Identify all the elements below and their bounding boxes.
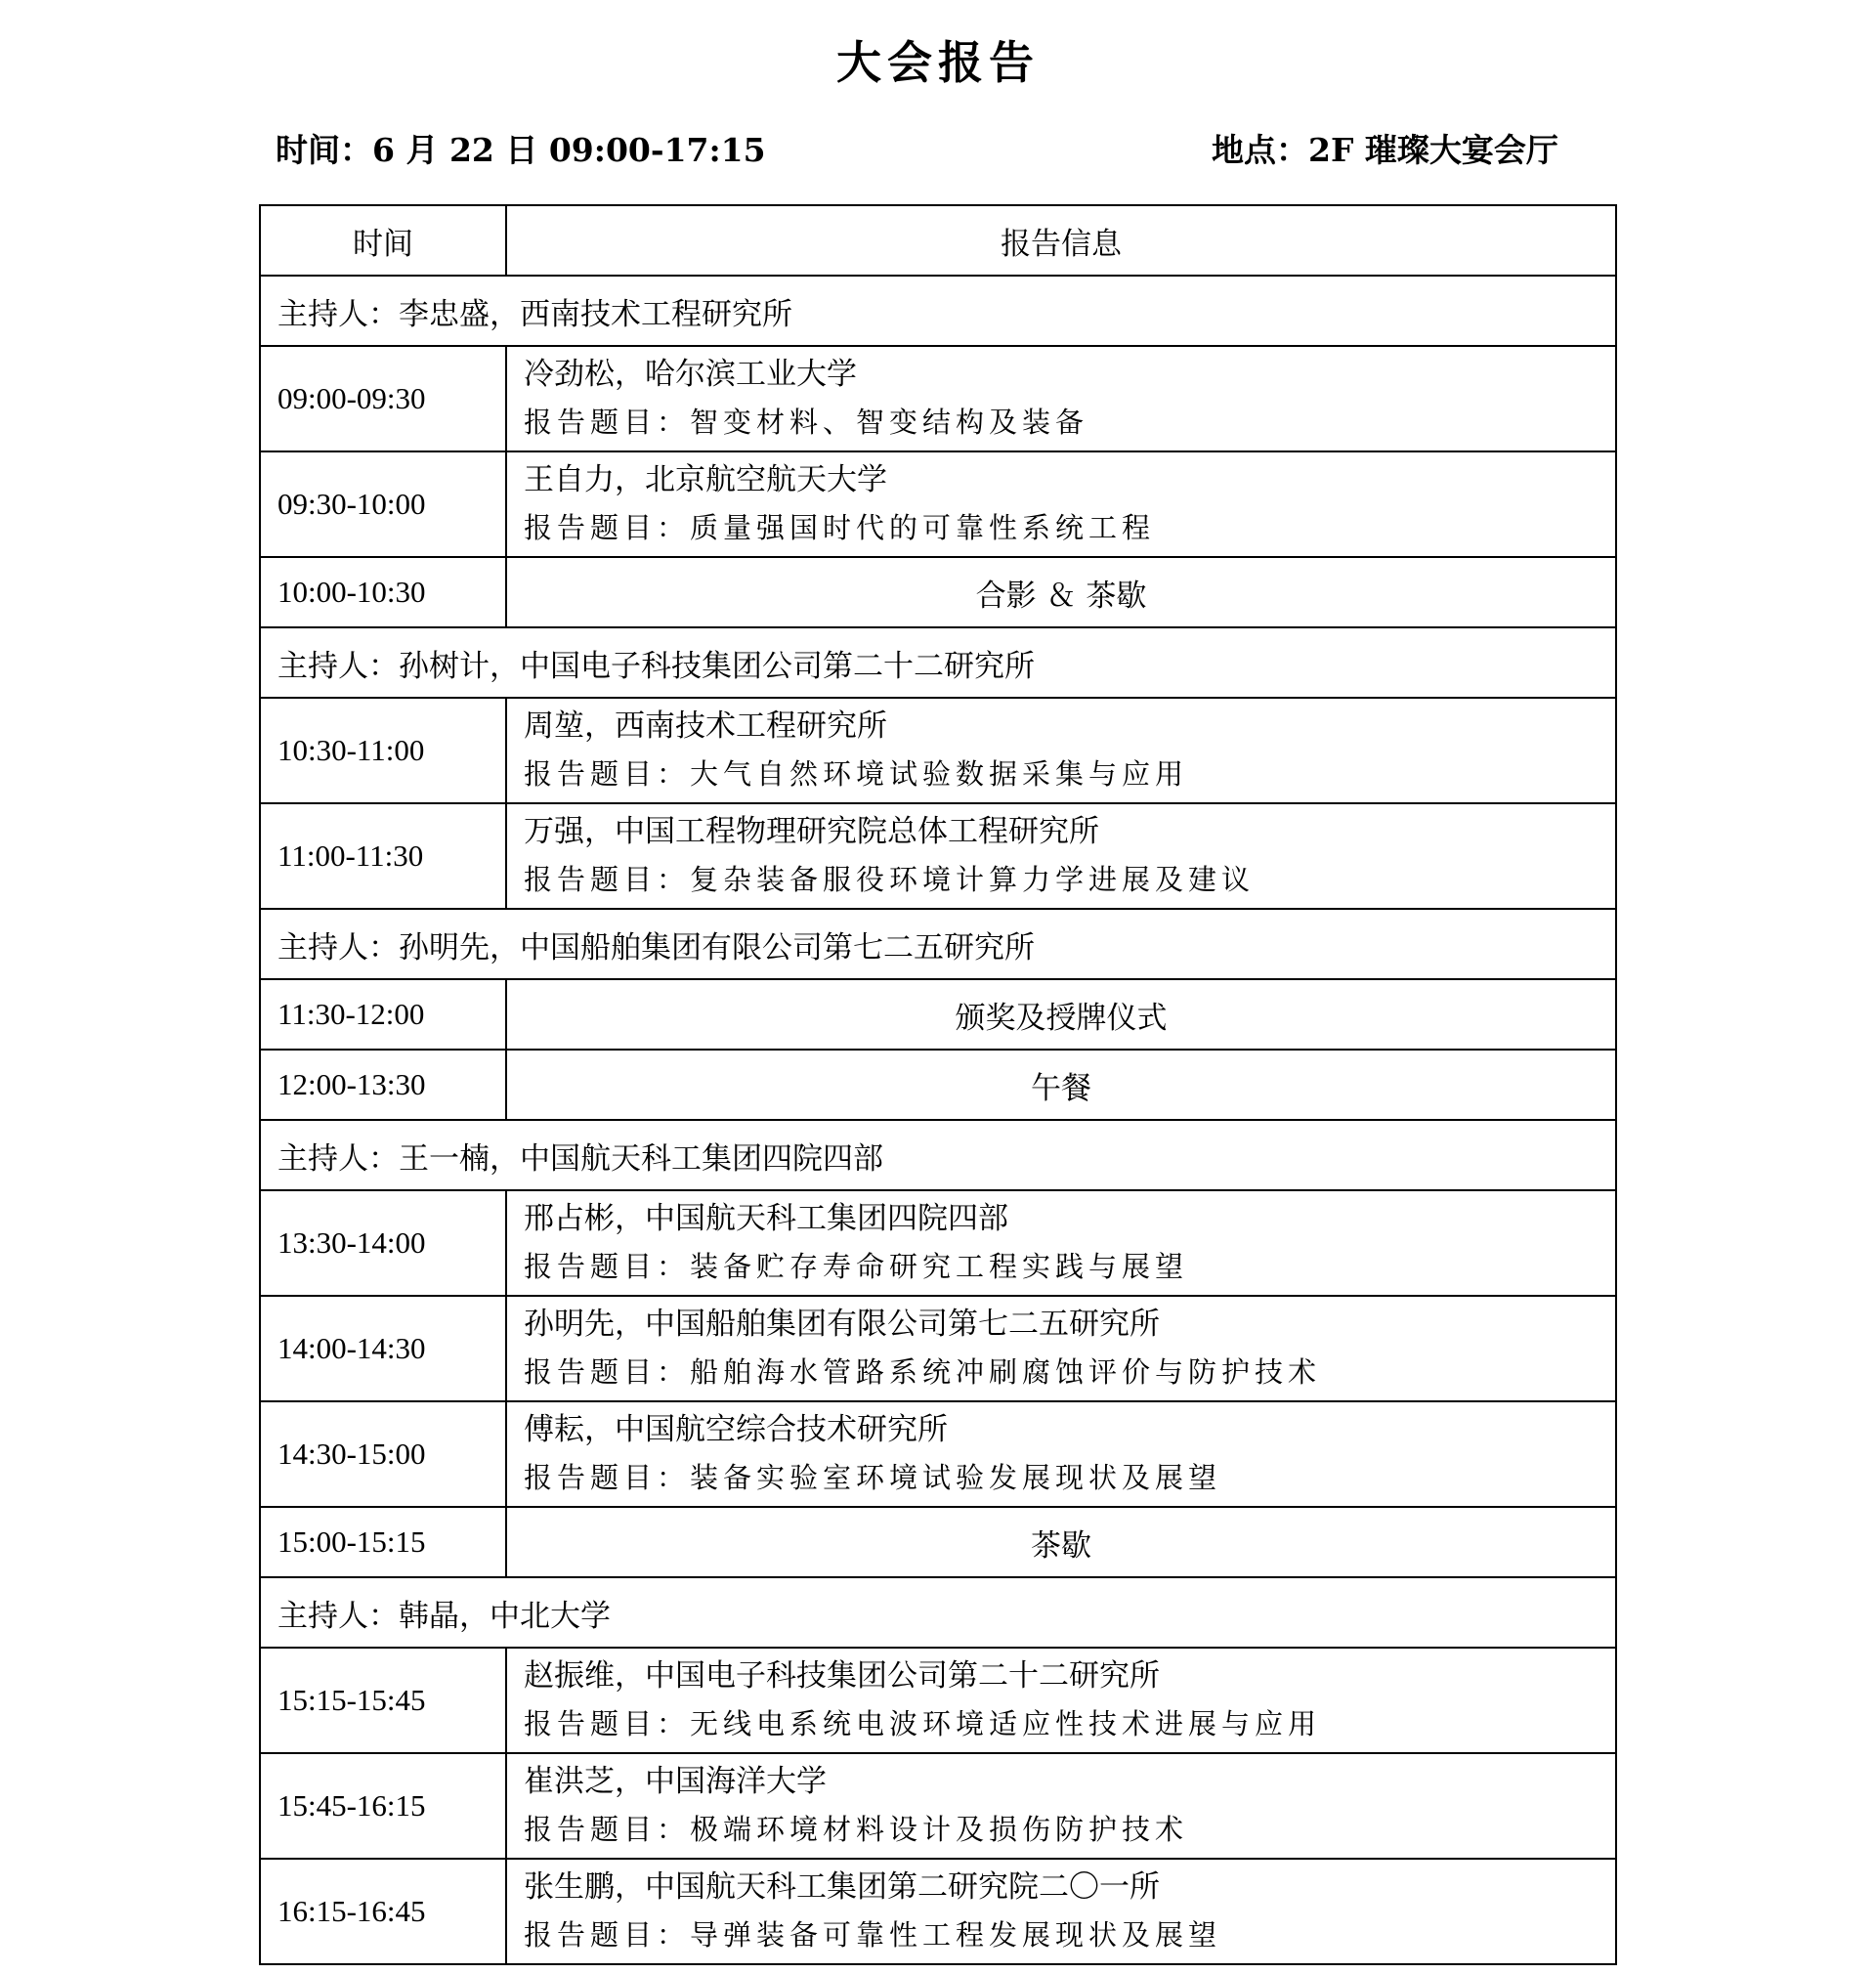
event-label: 茶歇 — [506, 1507, 1616, 1577]
talk-row — [260, 1296, 1616, 1401]
talk-topic: 报告题目：大气自然环境试验数据采集与应用 — [524, 757, 1189, 791]
speaker-name: 冷劲松，哈尔滨工业大学 — [524, 357, 857, 392]
talk-info — [506, 451, 1616, 557]
talk-topic: 报告题目：智变材料、智变结构及装备 — [524, 406, 1089, 439]
talk-topic: 报告题目：导弹装备可靠性工程发展现状及展望 — [524, 1918, 1222, 1952]
time-slot: 12:00-13:30 — [260, 1050, 506, 1120]
talk-info — [506, 1648, 1616, 1753]
speaker-name: 赵振维，中国电子科技集团公司第二十二研究所 — [524, 1658, 1160, 1694]
host-label: 主持人：王一楠，中国航天科工集团四院四部 — [260, 1120, 1616, 1190]
host-row — [260, 909, 1616, 979]
talk-row — [260, 451, 1616, 557]
time-slot: 10:30-11:00 — [260, 698, 506, 803]
time-slot: 13:30-14:00 — [260, 1190, 506, 1296]
host-label: 主持人：孙明先，中国船舶集团有限公司第七二五研究所 — [260, 909, 1616, 979]
event-label: 合影 ＆ 茶歇 — [506, 557, 1616, 627]
talk-info — [506, 1296, 1616, 1401]
speaker-name: 王自力，北京航空航天大学 — [524, 462, 887, 497]
speaker-name: 崔洪芝，中国海洋大学 — [524, 1764, 827, 1799]
talk-topic: 报告题目：无线电系统电波环境适应性技术进展与应用 — [524, 1707, 1322, 1740]
time-slot: 14:30-15:00 — [260, 1401, 506, 1507]
talk-topic: 报告题目：船舶海水管路系统冲刷腐蚀评价与防护技术 — [524, 1355, 1322, 1389]
talk-info — [506, 698, 1616, 803]
event-row — [260, 1050, 1616, 1120]
time-slot: 09:30-10:00 — [260, 451, 506, 557]
host-label: 主持人：孙树计，中国电子科技集团公司第二十二研究所 — [260, 627, 1616, 698]
header-time: 时间 — [260, 205, 506, 276]
talk-row — [260, 1753, 1616, 1859]
talk-row — [260, 1859, 1616, 1964]
talk-topic: 报告题目：质量强国时代的可靠性系统工程 — [524, 511, 1156, 544]
schedule-table — [259, 204, 1617, 1965]
time-slot: 14:00-14:30 — [260, 1296, 506, 1401]
time-slot: 16:15-16:45 — [260, 1859, 506, 1964]
time-slot: 11:00-11:30 — [260, 803, 506, 909]
host-row — [260, 1120, 1616, 1190]
schedule-body — [260, 276, 1616, 1964]
talk-topic: 报告题目：装备贮存寿命研究工程实践与展望 — [524, 1250, 1189, 1283]
talk-row — [260, 698, 1616, 803]
talk-topic: 报告题目：装备实验室环境试验发展现状及展望 — [524, 1461, 1222, 1494]
speaker-name: 周堃，西南技术工程研究所 — [524, 708, 887, 744]
talk-topic: 报告题目：复杂装备服役环境计算力学进展及建议 — [524, 863, 1256, 896]
schedule-time: 时间：6 月 22 日 09:00-17:15 — [276, 131, 766, 169]
talk-info — [506, 1753, 1616, 1859]
talk-row — [260, 346, 1616, 451]
time-slot: 15:45-16:15 — [260, 1753, 506, 1859]
page-title: 大会报告 — [836, 36, 1040, 89]
talk-row — [260, 1401, 1616, 1507]
talk-info — [506, 1401, 1616, 1507]
time-slot: 15:15-15:45 — [260, 1648, 506, 1753]
time-slot: 09:00-09:30 — [260, 346, 506, 451]
event-label: 颁奖及授牌仪式 — [506, 979, 1616, 1050]
speaker-name: 傅耘，中国航空综合技术研究所 — [524, 1412, 948, 1447]
host-label: 主持人：韩晶，中北大学 — [260, 1577, 1616, 1648]
speaker-name: 张生鹏，中国航天科工集团第二研究院二〇一所 — [524, 1869, 1160, 1905]
speaker-name: 孙明先，中国船舶集团有限公司第七二五研究所 — [524, 1307, 1160, 1342]
header-info: 报告信息 — [506, 205, 1616, 276]
table-header-row — [260, 205, 1616, 276]
talk-info — [506, 346, 1616, 451]
talk-info — [506, 803, 1616, 909]
event-row — [260, 1507, 1616, 1577]
speaker-name: 邢占彬，中国航天科工集团四院四部 — [524, 1201, 1008, 1236]
event-row — [260, 979, 1616, 1050]
talk-info — [506, 1190, 1616, 1296]
talk-row — [260, 1190, 1616, 1296]
host-row — [260, 276, 1616, 346]
talk-row — [260, 1648, 1616, 1753]
time-slot: 11:30-12:00 — [260, 979, 506, 1050]
time-slot: 10:00-10:30 — [260, 557, 506, 627]
host-row — [260, 627, 1616, 698]
talk-topic: 报告题目：极端环境材料设计及损伤防护技术 — [524, 1813, 1189, 1846]
schedule-location: 地点：2F 璀璨大宴会厅 — [1212, 131, 1558, 169]
event-label: 午餐 — [506, 1050, 1616, 1120]
speaker-name: 万强，中国工程物理研究院总体工程研究所 — [524, 814, 1099, 849]
talk-info — [506, 1859, 1616, 1964]
host-row — [260, 1577, 1616, 1648]
time-slot: 15:00-15:15 — [260, 1507, 506, 1577]
talk-row — [260, 803, 1616, 909]
host-label: 主持人：李忠盛，西南技术工程研究所 — [260, 276, 1616, 346]
event-row — [260, 557, 1616, 627]
